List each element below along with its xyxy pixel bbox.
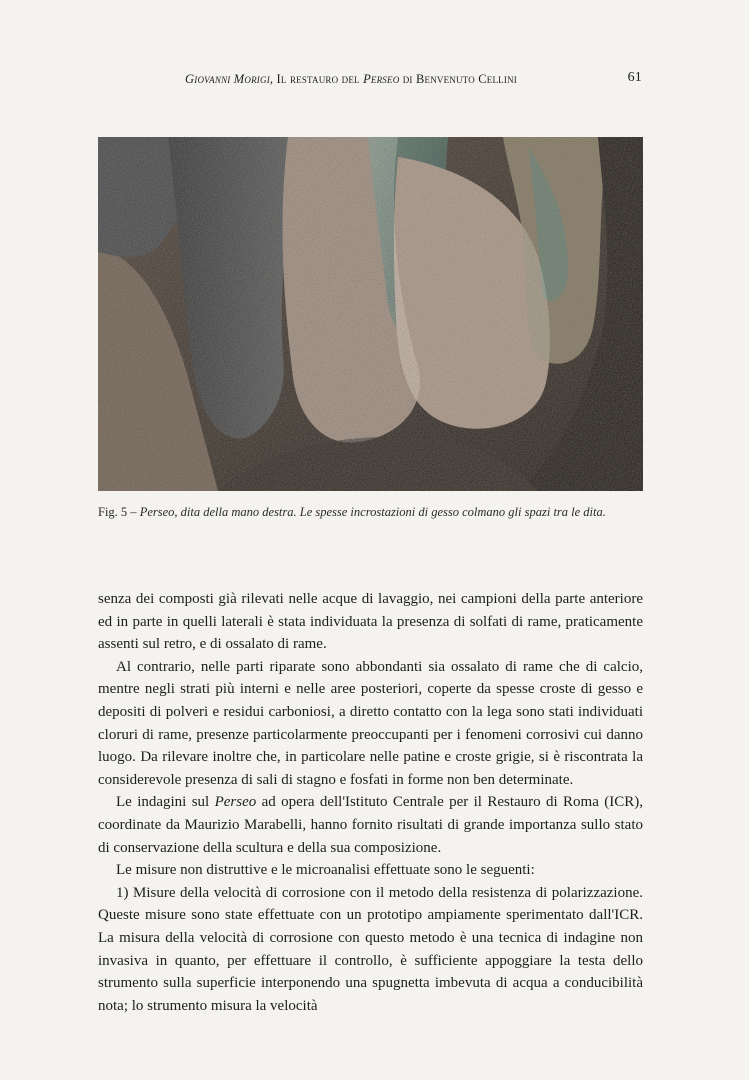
running-head-author: Giovanni Morigi [185, 72, 270, 86]
running-title [100, 72, 642, 87]
figure-photo [98, 137, 643, 491]
body-text [98, 588, 643, 1017]
caption-label: Fig. 5 – [98, 505, 140, 519]
bronze-fingers-photo [98, 137, 643, 491]
paragraph-3-post: ad opera dell'Istituto Centrale per il Restauro di Roma (ICR), coordinate da Maurizio Marabelli, hanno fornito risultati di grande importanza sullo stato di conservazione della scultura e della sua composizione. [98, 794, 643, 856]
running-head [100, 72, 642, 87]
paragraph-5: 1) Misure della velocità di corrosione con il metodo della resistenza di polarizzazione. Queste misure sono state effettuate con un prototipo ampiamente sperimentato dall'ICR. La misura della velocità di corrosione con questo metodo è una tecnica di indagine non invasiva in quanto, per effettuare il controllo, è sufficiente appoggiare la testa dello strumento sulla superficie interponendo una spugnetta imbevuta di acqua a conducibilità nota; lo strumento misura la velocità [98, 884, 643, 1014]
paragraph-2: Al contrario, nelle parti riparate sono abbondanti sia ossalato di rame che di calcio, mentre negli strati più interni e nelle aree posteriori, coperte da spesse croste di gesso e depositi di polveri e residui carboniosi, a diretto contatto con la lega sono stati individuati cloruri di rame, presenze particolarmente preoccupanti per i fenomeni corrosivi cui danno luogo. Da rilevare inoltre che, in particolare nelle patine e croste grigie, si è riscontrata la considerevole presenza di sali di stagno e fosfati in forme non ben determinate. [98, 658, 643, 788]
figure-caption [98, 503, 643, 521]
paragraph-3-work: Perseo [214, 794, 257, 811]
running-head-work: Perseo [363, 72, 400, 86]
paragraph-3-pre: Le indagini sul [116, 794, 215, 811]
paragraph-4: Le misure non distruttive e le microanalisi effettuate sono le seguenti: [116, 862, 535, 879]
running-head-title-post: di Benvenuto Cellini [399, 72, 517, 86]
running-head-title-pre: , Il restauro del [269, 72, 364, 86]
paragraph-1: senza dei composti già rilevati nelle acque di lavaggio, nei campioni della parte anteriore ed in parte in quelli laterali è stata individuata la presenza di solfati di rame, praticamente assenti sul retro, e di ossalato di rame. [98, 591, 643, 653]
caption-text: Perseo, dita della mano destra. Le spesse incrostazioni di gesso colmano gli spazi tra le dita. [139, 505, 606, 519]
paragraph-3 [98, 791, 643, 859]
page-number: 61 [627, 70, 642, 85]
